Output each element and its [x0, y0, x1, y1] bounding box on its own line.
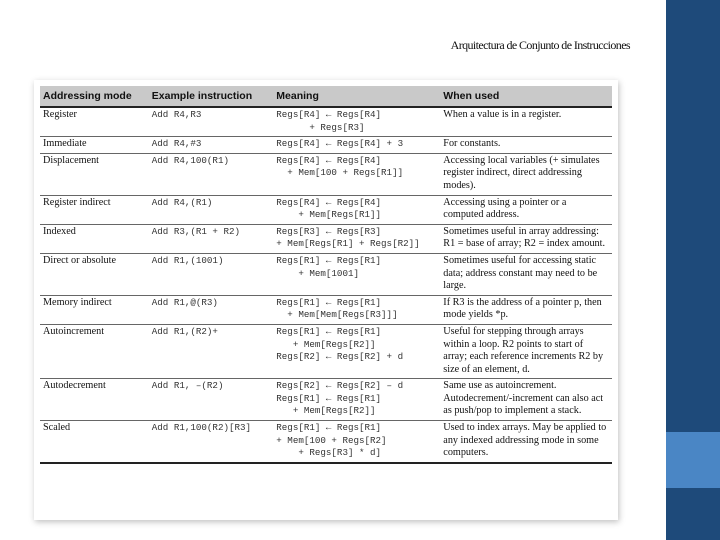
meaning-line: Regs[R2] ← Regs[R2] + d [276, 351, 404, 363]
cell-example: Add R3,(R1 + R2) [149, 224, 274, 253]
cell-meaning [273, 421, 440, 463]
cell-example: Add R4,R3 [149, 107, 274, 137]
meaning-line: Regs[R4] ← Regs[R4] [276, 154, 382, 166]
meaning-line: + Mem[Mem[Regs[R3]]] [276, 309, 398, 321]
meaning-line: Regs[R4] ← Regs[R4] [276, 196, 382, 208]
cell-when-used: Used to index arrays. May be applied to any indexed addressing mode in some computers. [440, 421, 612, 463]
cell-meaning [273, 153, 440, 195]
meaning-line: Regs[R4] ← Regs[R4] + 3 [276, 138, 404, 150]
meaning-line: + Regs[R3] * d] [276, 447, 382, 459]
table-header-row [40, 86, 612, 107]
cell-meaning [273, 324, 440, 378]
meaning-line: + Mem[1001] [276, 267, 359, 279]
cell-when-used: Accessing using a pointer or a computed address. [440, 195, 612, 224]
table-row [40, 379, 612, 421]
cell-when-used: When a value is in a register. [440, 107, 612, 137]
meaning-line: Regs[R1] ← Regs[R1] [276, 296, 382, 308]
cell-meaning [273, 379, 440, 421]
table-row [40, 324, 612, 378]
slide-title: Arquitectura de Conjunto de Instrucciones [450, 38, 630, 52]
cell-example: Add R1,@(R3) [149, 295, 274, 324]
table-row [40, 295, 612, 324]
cell-meaning [273, 253, 440, 295]
cell-when-used: Sometimes useful for accessing static data; address constant may need to be large. [440, 253, 612, 295]
cell-mode: Register indirect [40, 195, 149, 224]
table-row [40, 137, 612, 154]
meaning-line: + Mem[Regs[R2]] [276, 338, 376, 350]
cell-mode: Register [40, 107, 149, 137]
table-row [40, 224, 612, 253]
cell-when-used: Useful for stepping through arrays within a loop. R2 points to start of array; each reference increments R2 by size of an element, d. [440, 324, 612, 378]
cell-mode: Indexed [40, 224, 149, 253]
cell-when-used: For constants. [440, 137, 612, 154]
addressing-modes-table [40, 86, 612, 464]
right-decorative-band [666, 0, 720, 540]
meaning-line: Regs[R2] ← Regs[R2] – d [276, 380, 404, 392]
meaning-line: Regs[R4] ← Regs[R4] [276, 109, 382, 120]
table-row [40, 421, 612, 463]
meaning-line: + Mem[Regs[R1] + Regs[R2]] [276, 238, 420, 250]
cell-mode: Autodecrement [40, 379, 149, 421]
cell-example: Add R1,(R2)+ [149, 324, 274, 378]
cell-when-used: Sometimes useful in array addressing: R1 = base of array; R2 = index amount. [440, 224, 612, 253]
header-when-used: When used [440, 86, 612, 107]
cell-mode: Displacement [40, 153, 149, 195]
meaning-line: + Mem[100 + Regs[R2] [276, 434, 387, 446]
table-row [40, 195, 612, 224]
cell-example: Add R1,(1001) [149, 253, 274, 295]
cell-meaning [273, 195, 440, 224]
cell-when-used: Same use as autoincrement. Autodecrement/-increment can also act as push/pop to implement a stack. [440, 379, 612, 421]
header-meaning: Meaning [273, 86, 440, 107]
cell-mode: Immediate [40, 137, 149, 154]
cell-meaning [273, 137, 440, 154]
cell-meaning [273, 224, 440, 253]
cell-example: Add R1, –(R2) [149, 379, 274, 421]
band-accent-block [666, 432, 720, 488]
meaning-line: Regs[R1] ← Regs[R1] [276, 254, 382, 266]
cell-mode: Direct or absolute [40, 253, 149, 295]
meaning-line: + Mem[Regs[R1]] [276, 209, 382, 221]
cell-when-used: If R3 is the address of a pointer p, then mode yields *p. [440, 295, 612, 324]
meaning-line: Regs[R3] ← Regs[R3] [276, 225, 382, 237]
cell-mode: Scaled [40, 421, 149, 463]
meaning-line: Regs[R1] ← Regs[R1] [276, 325, 382, 337]
cell-mode: Autoincrement [40, 324, 149, 378]
table-row [40, 107, 612, 137]
cell-meaning [273, 107, 440, 137]
meaning-line: Regs[R1] ← Regs[R1] [276, 392, 382, 404]
cell-example: Add R4,#3 [149, 137, 274, 154]
cell-when-used: Accessing local variables (+ simulates register indirect, direct addressing modes). [440, 153, 612, 195]
header-addressing-mode: Addressing mode [40, 86, 149, 107]
meaning-line: + Mem[Regs[R2]] [276, 405, 376, 417]
table-row [40, 153, 612, 195]
cell-mode: Memory indirect [40, 295, 149, 324]
cell-example: Add R1,100(R2)[R3] [149, 421, 274, 463]
header-example-instruction: Example instruction [149, 86, 274, 107]
meaning-line: Regs[R1] ← Regs[R1] [276, 422, 382, 434]
cell-meaning [273, 295, 440, 324]
addressing-modes-table-image [34, 80, 618, 520]
cell-example: Add R4,100(R1) [149, 153, 274, 195]
cell-example: Add R4,(R1) [149, 195, 274, 224]
meaning-line: + Mem[100 + Regs[R1]] [276, 167, 404, 179]
meaning-line: + Regs[R3] [276, 121, 365, 133]
table-row [40, 253, 612, 295]
